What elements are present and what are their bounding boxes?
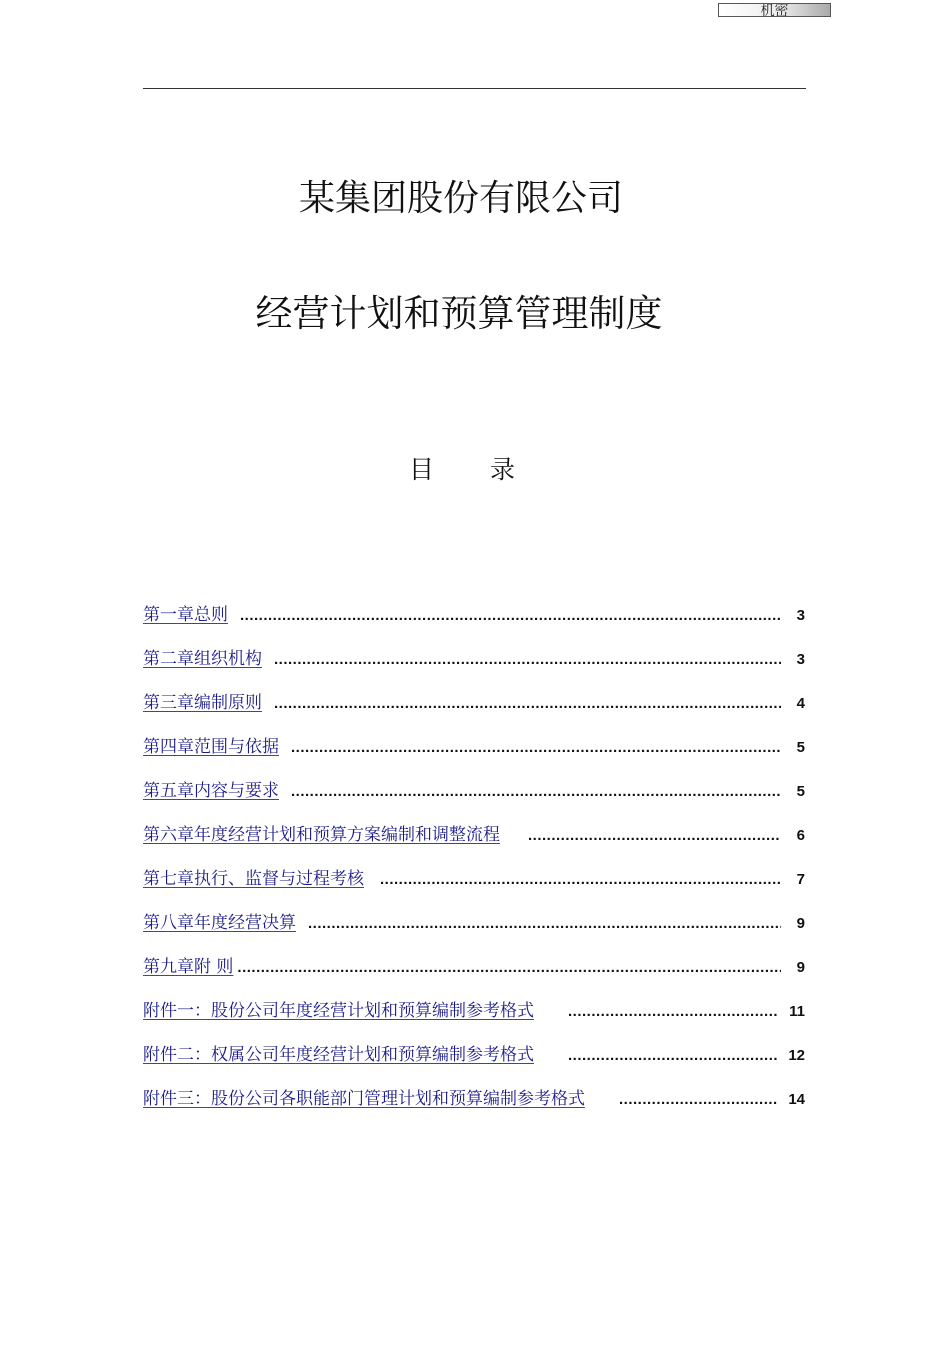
toc-chapter-number[interactable]: 第四章 xyxy=(143,737,194,757)
confidential-badge: 机密 xyxy=(718,3,831,17)
toc-chapter-title[interactable]: 组织机构 xyxy=(194,649,262,669)
toc-chapter-number[interactable]: 第二章 xyxy=(143,649,194,669)
toc-entry-chapter-2[interactable] xyxy=(143,644,815,688)
toc-annex-title[interactable]: 附件二：权属公司年度经营计划和预算编制参考格式 xyxy=(143,1045,534,1065)
toc-page-number: 9 xyxy=(796,915,805,932)
toc-entry-annex-2[interactable] xyxy=(143,1040,815,1084)
toc-chapter-number[interactable]: 第六章 xyxy=(143,825,194,845)
toc-entry-chapter-7[interactable] xyxy=(143,864,815,908)
toc-leader xyxy=(274,695,781,712)
toc-entry-annex-3[interactable] xyxy=(143,1084,815,1128)
toc-chapter-title[interactable]: 内容与要求 xyxy=(194,781,279,801)
toc-heading: 目录 xyxy=(408,455,571,484)
toc-leader xyxy=(237,959,781,976)
toc-annex-title[interactable]: 附件三：股份公司各职能部门管理计划和预算编制参考格式 xyxy=(143,1089,585,1109)
toc-entry-chapter-6[interactable] xyxy=(143,820,815,864)
company-name: 某集团股份有限公司 xyxy=(298,178,623,219)
toc-chapter-title[interactable]: 范围与依据 xyxy=(194,737,279,757)
toc-leader xyxy=(619,1091,777,1108)
toc-chapter-number[interactable]: 第八章 xyxy=(143,913,194,933)
toc-annex-title[interactable]: 附件一：股份公司年度经营计划和预算编制参考格式 xyxy=(143,1001,534,1021)
toc-entry-chapter-9[interactable] xyxy=(143,952,815,996)
toc-entry-chapter-8[interactable] xyxy=(143,908,815,952)
toc-page-number: 3 xyxy=(796,607,805,624)
toc-page-number: 6 xyxy=(796,827,805,844)
toc-leader xyxy=(528,827,781,844)
header-rule xyxy=(143,88,806,89)
toc-chapter-title[interactable]: 编制原则 xyxy=(194,693,262,713)
toc-chapter-title[interactable]: 年度经营决算 xyxy=(194,913,296,933)
table-of-contents xyxy=(143,600,815,1128)
toc-page-number: 7 xyxy=(796,871,805,888)
toc-leader xyxy=(291,739,781,756)
toc-chapter-number[interactable]: 第九章 xyxy=(143,957,194,977)
toc-leader xyxy=(240,607,781,624)
toc-chapter-title[interactable]: 附 则 xyxy=(194,957,234,977)
toc-chapter-number[interactable]: 第一章 xyxy=(143,605,194,625)
toc-chapter-number[interactable]: 第七章 xyxy=(143,869,194,889)
toc-page-number: 12 xyxy=(788,1047,805,1064)
toc-entry-chapter-1[interactable] xyxy=(143,600,815,644)
toc-chapter-title[interactable]: 总则 xyxy=(194,605,228,625)
toc-entry-chapter-3[interactable] xyxy=(143,688,815,732)
toc-page-number: 9 xyxy=(796,959,805,976)
toc-leader xyxy=(380,871,781,888)
toc-entry-chapter-5[interactable] xyxy=(143,776,815,820)
toc-entry-annex-1[interactable] xyxy=(143,996,815,1040)
document-title: 经营计划和预算管理制度 xyxy=(255,292,663,335)
toc-page-number: 4 xyxy=(796,695,805,712)
toc-leader xyxy=(291,783,781,800)
toc-page-number: 3 xyxy=(796,651,805,668)
toc-entry-chapter-4[interactable] xyxy=(143,732,815,776)
toc-leader xyxy=(568,1047,777,1064)
toc-leader xyxy=(568,1003,777,1020)
toc-page-number: 5 xyxy=(796,783,805,800)
toc-page-number: 5 xyxy=(796,739,805,756)
toc-leader xyxy=(308,915,781,932)
toc-page-number: 11 xyxy=(789,1003,805,1020)
toc-leader xyxy=(274,651,781,668)
toc-chapter-title[interactable]: 执行、监督与过程考核 xyxy=(194,869,364,889)
toc-chapter-title[interactable]: 年度经营计划和预算方案编制和调整流程 xyxy=(194,825,500,845)
toc-chapter-number[interactable]: 第五章 xyxy=(143,781,194,801)
toc-page-number: 14 xyxy=(788,1091,805,1108)
toc-chapter-number[interactable]: 第三章 xyxy=(143,693,194,713)
